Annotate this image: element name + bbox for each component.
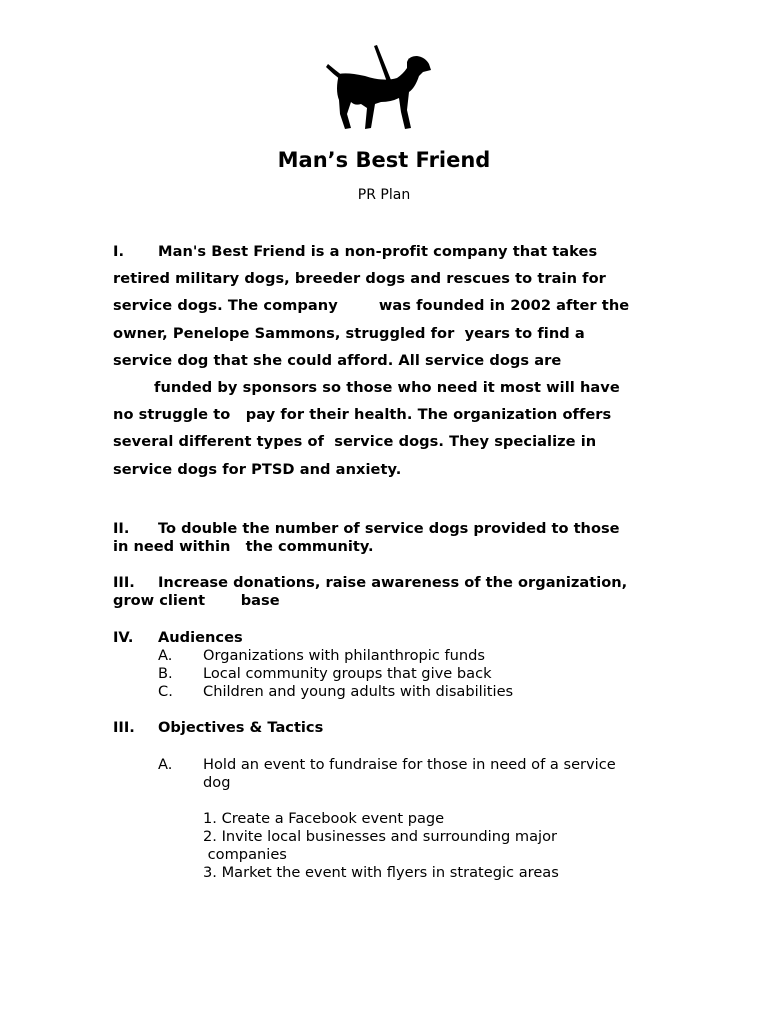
objective-item: A. Hold an event to fundraise for those in need of a service (158, 756, 616, 773)
tactic-item: 3. Market the event with flyers in strategic areas (203, 864, 559, 881)
document-subtitle: PR Plan (357, 187, 411, 203)
document-title: Man’s Best Friend (277, 148, 491, 172)
intro-line: retired military dogs, breeder dogs and rescues to train for (113, 270, 606, 288)
intro-line: funded by sponsors so those who need it most will have (113, 379, 620, 397)
section-number: III. (113, 574, 135, 591)
section-number: III. (113, 719, 135, 736)
intro-line: several different types of service dogs. They specialize in (113, 433, 597, 451)
tactic-item: 2. Invite local businesses and surrounding major (203, 828, 558, 845)
tactic-item: 1. Create a Facebook event page (203, 810, 445, 827)
intro-line: service dogs. The company was founded in 2002 after the (113, 297, 630, 315)
guide-dog-logo-icon (325, 44, 433, 132)
objectives-summary-line: III. Increase donations, raise awareness of the organization, (113, 574, 628, 591)
intro-line: service dog that she could afford. All service dogs are (113, 351, 562, 369)
list-letter: B. (158, 665, 173, 682)
audience-item: A. Organizations with philanthropic funds (158, 647, 486, 664)
audience-item: B. Local community groups that give back (158, 665, 492, 682)
goal-line: II. To double the number of service dogs provided to those (113, 520, 620, 537)
intro-paragraph (113, 238, 653, 483)
list-letter: C. (158, 683, 173, 700)
intro-line: owner, Penelope Sammons, struggled for years to find a (113, 324, 585, 342)
section-number: II. (113, 520, 130, 537)
intro-line: I. Man's Best Friend is a non-profit company that takes (113, 238, 653, 265)
section-number: IV. (113, 629, 134, 646)
goal-section (113, 520, 653, 557)
objectives-tactics-heading (113, 719, 653, 737)
audiences-heading (113, 629, 653, 647)
objective-item-continued: dog (203, 774, 231, 791)
list-letter: A. (158, 647, 173, 664)
goal-line: in need within the community. (113, 538, 374, 556)
intro-line: no struggle to pay for their health. The organization offers (113, 406, 612, 424)
objectives-summary-line: grow client base (113, 592, 280, 610)
section-number: I. (113, 243, 125, 260)
objectives-tactics-heading-text: Objectives & Tactics (158, 719, 324, 736)
list-letter: A. (158, 756, 173, 773)
intro-line: service dogs for PTSD and anxiety. (113, 460, 402, 478)
audiences-heading-text: Audiences (158, 629, 243, 646)
tactic-item-continued: companies (203, 846, 287, 863)
audience-item: C. Children and young adults with disabilities (158, 683, 514, 700)
objectives-summary-section (113, 574, 653, 611)
